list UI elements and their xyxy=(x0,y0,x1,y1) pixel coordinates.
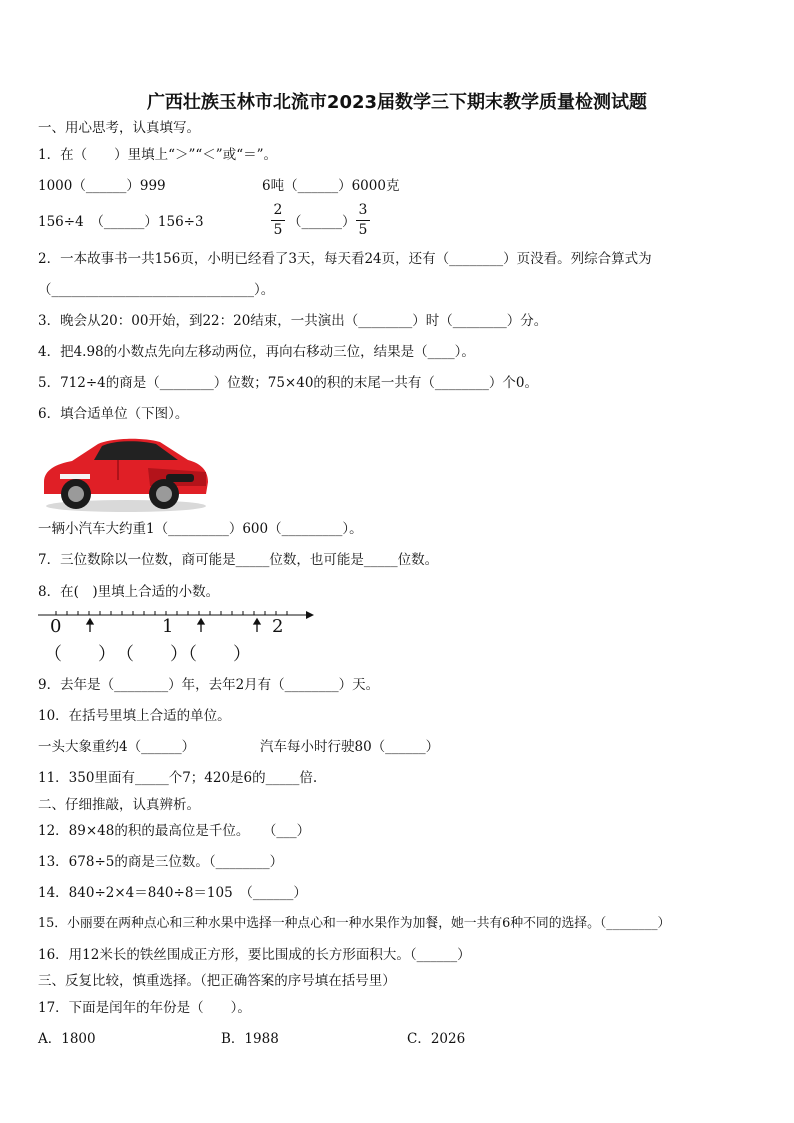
question-7: 7．三位数除以一位数，商可能是_____位数，也可能是_____位数。 xyxy=(38,552,439,568)
fraction-right-numerator: 3 xyxy=(358,202,368,218)
page-title: 广西壮族玉林市北流市2023届数学三下期末教学质量检测试题 xyxy=(146,92,648,113)
question-13: 13．678÷5的商是三位数。（________） xyxy=(38,854,284,870)
number-line-label-0: 0 xyxy=(50,616,62,637)
section-3-heading: 三、反复比较，慎重选择。（把正确答案的序号填在括号里） xyxy=(38,973,396,989)
question-1c: 156÷4 （______）156÷3 xyxy=(38,214,204,230)
question-4: 4．把4.98的小数点先向左移动两位，再向右移动三位，结果是（____）。 xyxy=(38,344,475,360)
number-line-label-1: 1 xyxy=(162,616,174,637)
question-5: 5．712÷4的商是（________）位数；75×40的积的末尾一共有（________）个0。 xyxy=(38,375,539,391)
section-1-heading: 一、用心思考，认真填写。 xyxy=(38,120,200,136)
number-line xyxy=(38,606,318,666)
number-line-label-2: 2 xyxy=(272,616,284,637)
question-17: 17．下面是闰年的年份是（ ）。 xyxy=(38,1000,251,1016)
option-a[interactable]: A．1800 xyxy=(38,1031,96,1047)
car-image xyxy=(38,430,210,514)
question-8: 8．在( )里填上合适的小数。 xyxy=(38,584,220,600)
question-10: 10．在括号里填上合适的单位。 xyxy=(38,708,231,724)
fraction-right xyxy=(356,202,370,239)
question-10b: 汽车每小时行驶80（______） xyxy=(260,739,440,755)
question-16: 16．用12米长的铁丝围成正方形，要比围成的长方形面积大。（______） xyxy=(38,947,471,963)
question-1a: 1000（______）999 xyxy=(38,178,166,194)
option-c[interactable]: C．2026 xyxy=(407,1031,466,1047)
section-2-heading: 二、仔细推敲，认真辨析。 xyxy=(38,797,200,813)
question-3: 3．晚会从20：00开始，到22：20结束，一共演出（________）时（________）分。 xyxy=(38,313,548,329)
question-2: 2．一本故事书一共156页，小明已经看了3天，每天看24页，还有（________）页没看。列综合算式为 xyxy=(38,251,652,267)
question-6: 6．填合适单位（下图）。 xyxy=(38,406,189,422)
fraction-left-numerator: 2 xyxy=(273,202,283,218)
number-line-blanks: （ ） （ ）（ ） xyxy=(44,644,251,665)
question-10a: 一头大象重约4（______） xyxy=(38,739,196,755)
question-12: 12．89×48的积的最高位是千位。 （___） xyxy=(38,823,311,839)
question-1d-blank[interactable]: （______） xyxy=(288,214,356,230)
fraction-left xyxy=(271,202,285,239)
question-6-answer: 一辆小汽车大约重1（_________）600（_________）。 xyxy=(38,521,363,537)
question-15: 15．小丽要在两种点心和三种水果中选择一种点心和一种水果作为加餐，她一共有6种不同的选择。（________） xyxy=(38,916,671,931)
fraction-right-denominator: 5 xyxy=(358,222,368,238)
question-2-formula: （______________________________）。 xyxy=(38,282,275,298)
question-11: 11．350里面有_____个7；420是6的_____倍. xyxy=(38,770,318,786)
option-b[interactable]: B．1988 xyxy=(221,1031,279,1047)
question-14: 14．840÷2×4＝840÷8＝105 （______） xyxy=(38,885,307,901)
fraction-left-denominator: 5 xyxy=(273,222,283,238)
question-9: 9．去年是（________）年，去年2月有（________）天。 xyxy=(38,677,380,693)
question-1b: 6吨（______）6000克 xyxy=(262,178,400,194)
question-1: 1．在（ ）里填上“＞”“＜”或“＝”。 xyxy=(38,147,277,163)
